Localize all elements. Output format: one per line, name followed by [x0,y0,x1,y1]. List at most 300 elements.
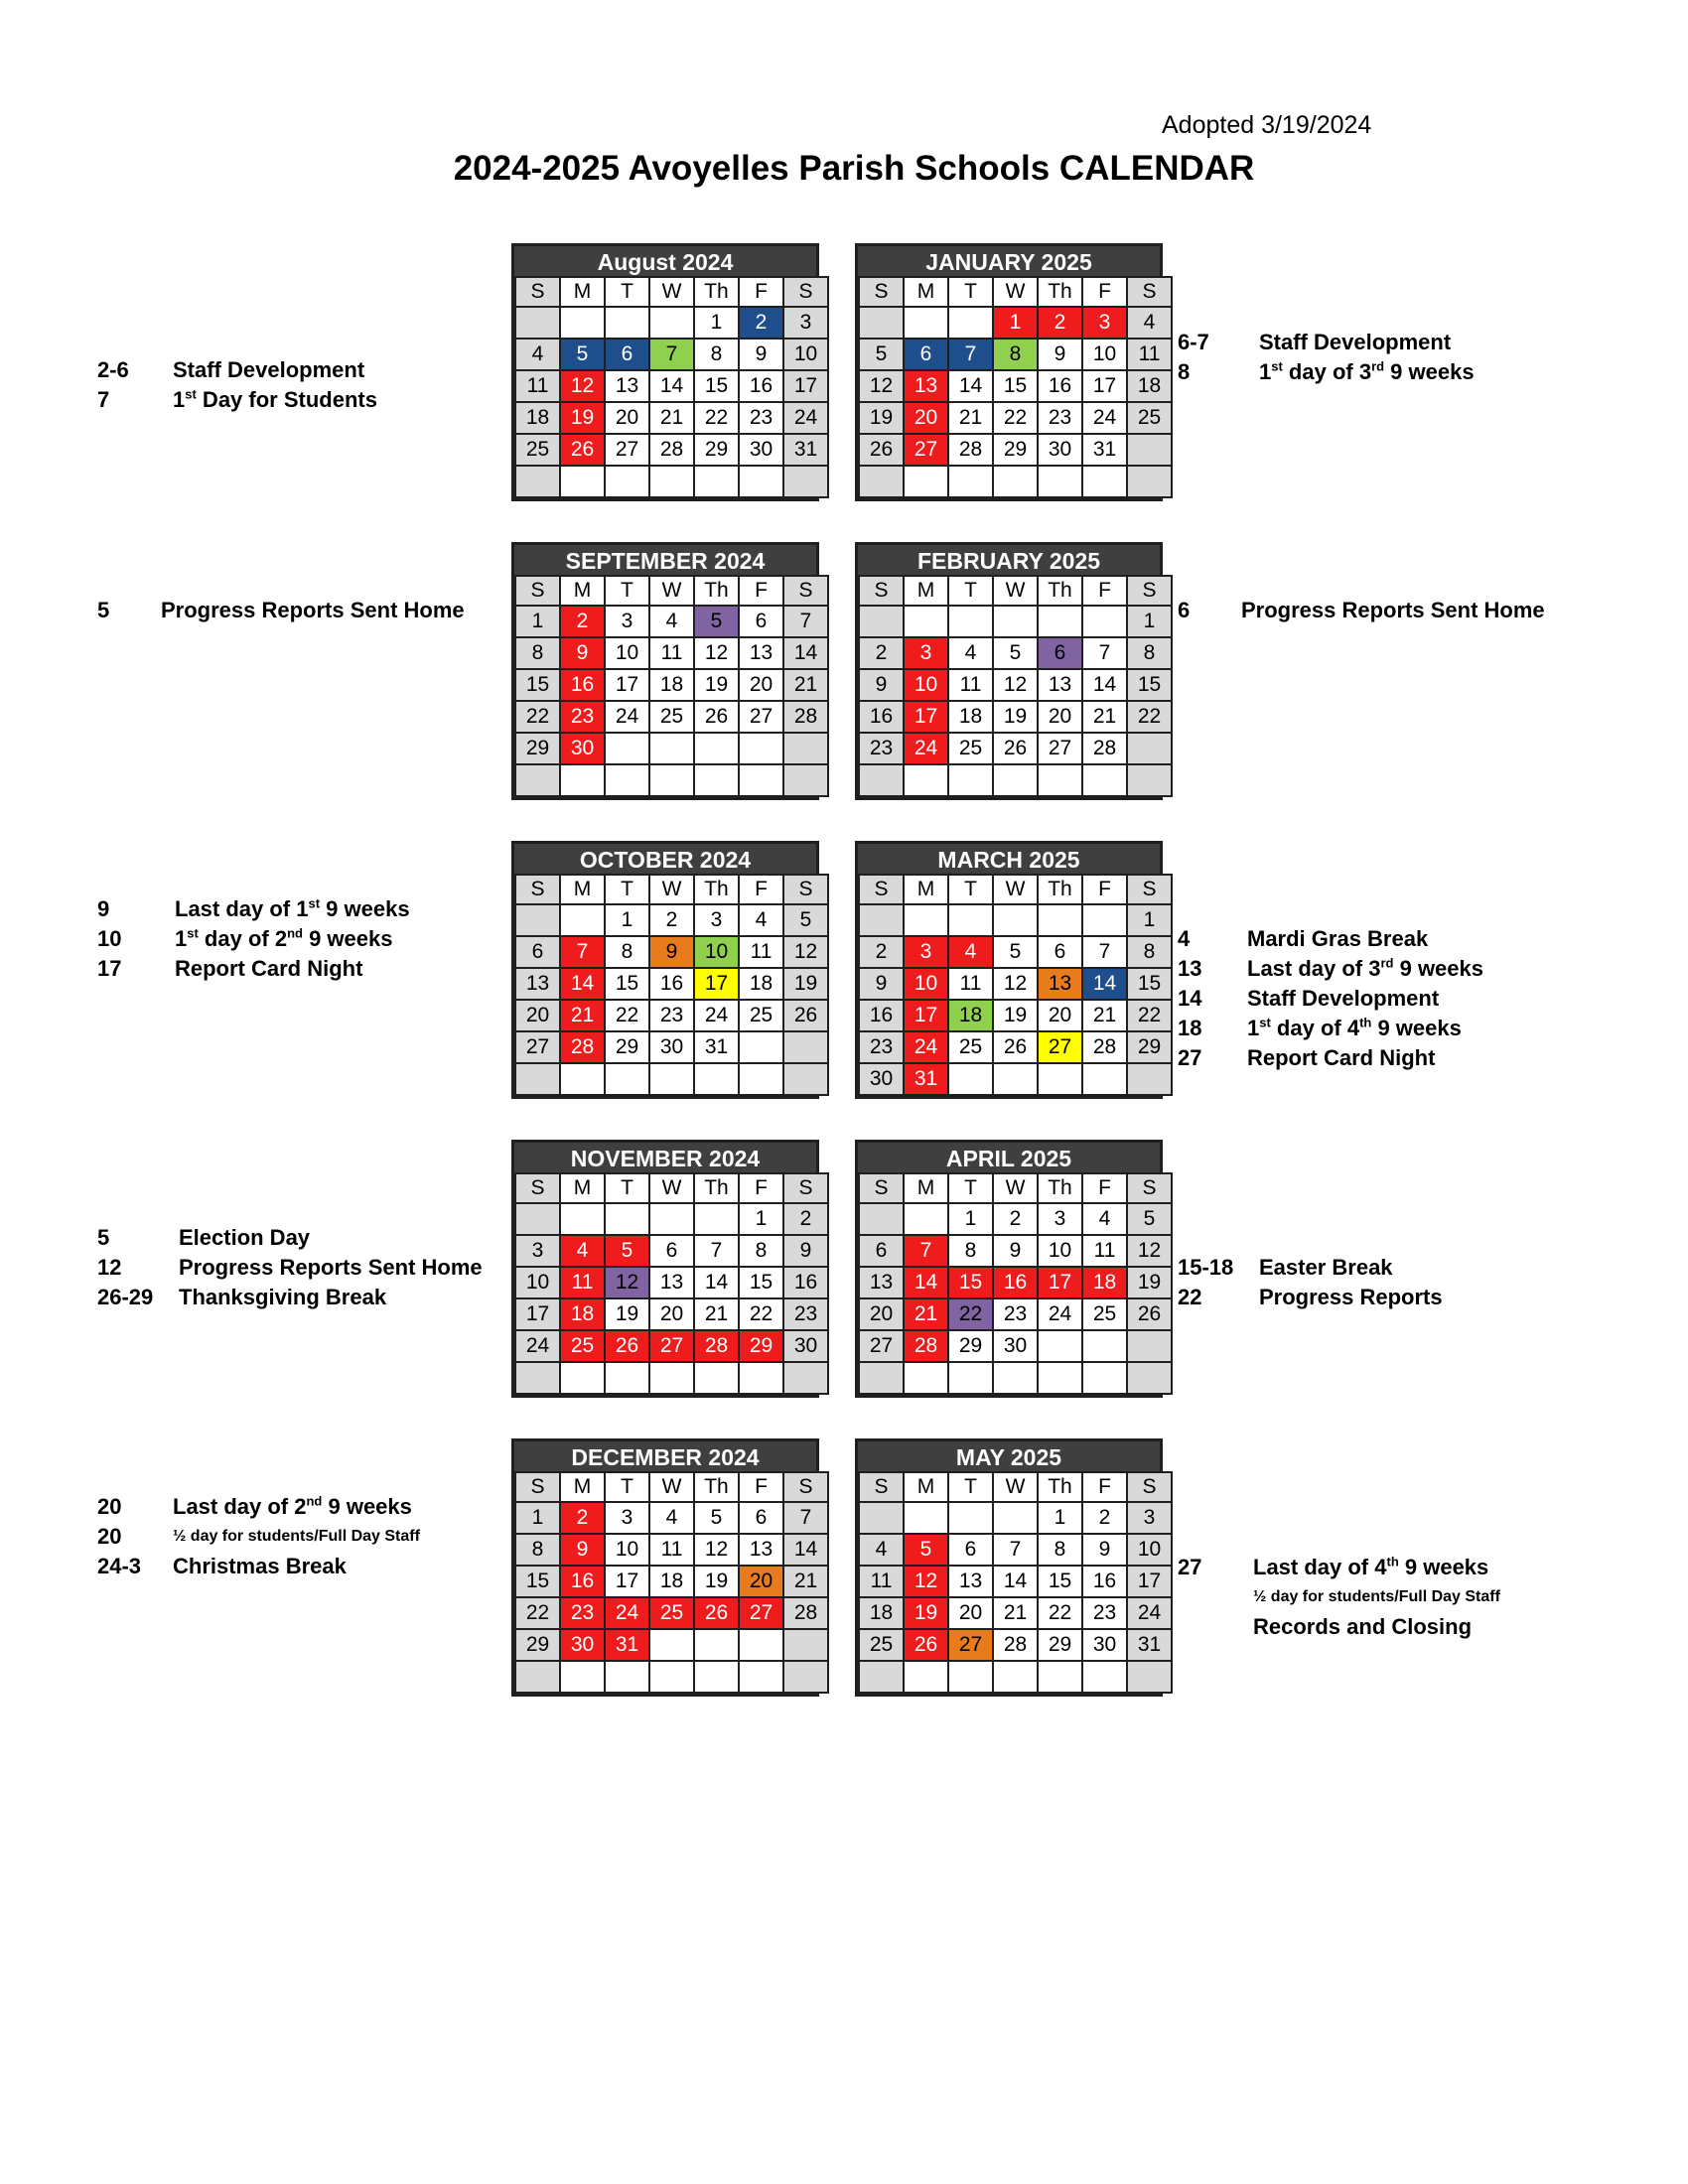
day-cell: 31 [1082,434,1127,466]
day-cell [649,733,694,764]
day-cell: 28 [1082,733,1127,764]
event-text: ½ day for students/Full Day Staff [173,1528,420,1545]
day-cell: 7 [904,1235,948,1267]
day-cell: 5 [783,904,828,936]
day-cell [694,1629,739,1661]
day-cell [904,466,948,497]
day-cell: 4 [948,637,993,669]
event-date: 5 [97,1225,110,1250]
calendar-title: MAY 2025 [858,1441,1160,1471]
event-date: 17 [97,956,122,981]
day-cell [1038,764,1082,796]
day-cell [739,1063,783,1095]
day-cell: 15 [515,1566,560,1597]
event-text: Last day of 4th 9 weeks [1253,1554,1489,1579]
day-cell: 22 [948,1298,993,1330]
day-cell [1127,1063,1172,1095]
day-cell: 3 [1082,307,1127,339]
day-cell: 7 [560,936,605,968]
day-cell [783,1362,828,1394]
day-cell: 15 [1038,1566,1082,1597]
day-cell: 19 [783,968,828,1000]
calendar-oct [511,841,819,1099]
day-cell: 12 [783,936,828,968]
day-cell: 4 [859,1534,904,1566]
event-text: 1st Day for Students [173,386,377,412]
month-grid [858,1471,1173,1694]
day-cell: 21 [783,669,828,701]
day-cell [1082,1661,1127,1693]
day-cell: 18 [948,701,993,733]
day-cell: 1 [605,904,649,936]
weekday-header: S [515,576,560,606]
event-text: Progress Reports Sent Home [179,1255,483,1280]
day-cell: 21 [904,1298,948,1330]
calendar-title: NOVEMBER 2024 [514,1143,816,1172]
weekday-header: Th [694,1472,739,1502]
weekday-header: T [948,1472,993,1502]
day-cell: 13 [904,370,948,402]
day-cell: 21 [783,1566,828,1597]
day-cell: 3 [515,1235,560,1267]
day-cell [515,904,560,936]
day-cell [904,1502,948,1534]
weekday-header: T [948,875,993,904]
day-cell: 31 [783,434,828,466]
day-cell [1082,904,1127,936]
weekday-header: F [739,1472,783,1502]
day-cell: 11 [739,936,783,968]
day-cell: 2 [1038,307,1082,339]
day-cell: 10 [605,637,649,669]
day-cell [605,466,649,497]
day-cell: 3 [1038,1203,1082,1235]
day-cell [605,1362,649,1394]
day-cell: 26 [993,733,1038,764]
day-cell: 14 [1082,968,1127,1000]
day-cell: 23 [1038,402,1082,434]
day-cell [1082,466,1127,497]
event-date: 6 [1178,598,1191,622]
day-cell: 8 [515,637,560,669]
week-row [859,764,1172,796]
day-cell [605,1203,649,1235]
day-cell: 10 [904,968,948,1000]
day-cell: 2 [560,1502,605,1534]
day-cell: 27 [649,1330,694,1362]
day-cell: 5 [560,339,605,370]
day-cell: 24 [605,701,649,733]
day-cell: 16 [739,370,783,402]
day-cell: 24 [515,1330,560,1362]
event-date: 24-3 [97,1554,142,1578]
day-cell [1038,1362,1082,1394]
day-cell: 8 [948,1235,993,1267]
day-cell [739,1031,783,1063]
day-cell: 2 [859,637,904,669]
weekday-header: S [1127,277,1172,307]
day-cell: 22 [993,402,1038,434]
day-cell [1127,1362,1172,1394]
day-cell: 19 [993,701,1038,733]
day-cell [605,733,649,764]
day-cell [694,1362,739,1394]
week-row [515,669,828,701]
week-row [515,968,828,1000]
day-cell [739,1661,783,1693]
day-cell: 9 [993,1235,1038,1267]
day-cell: 2 [783,1203,828,1235]
day-cell: 15 [605,968,649,1000]
day-cell [649,466,694,497]
day-cell: 10 [904,669,948,701]
weekday-header: T [605,1173,649,1203]
weekday-header: S [783,875,828,904]
week-row [515,701,828,733]
calendar-nov [511,1140,819,1398]
day-cell [859,1661,904,1693]
week-row [859,1661,1172,1693]
week-row [859,1597,1172,1629]
day-cell: 15 [515,669,560,701]
day-cell [993,1362,1038,1394]
month-grid [514,575,829,797]
weekday-header: F [739,1173,783,1203]
day-cell: 25 [1082,1298,1127,1330]
event-text: 1st day of 2nd 9 weeks [175,925,393,951]
weekday-header: F [1082,875,1127,904]
day-cell [1082,1362,1127,1394]
weekday-header: S [515,1173,560,1203]
week-row [515,606,828,637]
day-cell: 12 [904,1566,948,1597]
calendar-aug [511,243,819,501]
weekday-header: S [859,576,904,606]
day-cell: 17 [1127,1566,1172,1597]
day-cell [904,1203,948,1235]
event-text: 1st day of 4th 9 weeks [1247,1015,1462,1040]
calendar-feb [855,542,1163,800]
day-cell: 1 [993,307,1038,339]
day-cell [993,1661,1038,1693]
week-row [859,1203,1172,1235]
day-cell [694,1063,739,1095]
week-row [859,701,1172,733]
day-cell: 20 [859,1298,904,1330]
week-row [859,1502,1172,1534]
day-cell: 14 [783,1534,828,1566]
day-cell [560,1063,605,1095]
day-cell: 1 [1127,904,1172,936]
day-cell: 1 [515,606,560,637]
weekday-header: M [904,1472,948,1502]
day-cell: 17 [904,1000,948,1031]
week-row [859,434,1172,466]
day-cell: 12 [694,1534,739,1566]
day-cell: 5 [605,1235,649,1267]
day-cell: 13 [739,1534,783,1566]
week-row [515,1063,828,1095]
day-cell: 13 [1038,669,1082,701]
day-cell: 8 [993,339,1038,370]
day-cell: 7 [649,339,694,370]
month-grid [514,1471,829,1694]
day-cell: 27 [739,701,783,733]
day-cell [560,1362,605,1394]
weekday-header: S [515,277,560,307]
weekday-header: F [1082,1173,1127,1203]
day-cell: 8 [605,936,649,968]
day-cell: 20 [1038,1000,1082,1031]
day-cell [560,1661,605,1693]
day-cell: 31 [1127,1629,1172,1661]
weekday-header: M [560,875,605,904]
day-cell: 21 [993,1597,1038,1629]
day-cell [783,1063,828,1095]
day-cell: 20 [649,1298,694,1330]
day-cell: 19 [1127,1267,1172,1298]
day-cell: 7 [1082,936,1127,968]
week-row [515,402,828,434]
day-cell [948,1502,993,1534]
day-cell: 1 [694,307,739,339]
weekday-header: W [649,277,694,307]
day-cell: 18 [515,402,560,434]
day-cell: 9 [649,936,694,968]
event-date: 9 [97,896,110,921]
day-cell: 6 [739,606,783,637]
day-cell: 21 [1082,701,1127,733]
day-cell [1127,1661,1172,1693]
day-cell [993,1502,1038,1534]
day-cell: 2 [739,307,783,339]
week-row [859,1330,1172,1362]
day-cell: 8 [1127,637,1172,669]
event-date: 15-18 [1178,1255,1234,1280]
event-date: 12 [97,1255,122,1280]
day-cell [783,1661,828,1693]
day-cell: 7 [1082,637,1127,669]
week-row [859,1362,1172,1394]
day-cell: 12 [993,968,1038,1000]
day-cell: 7 [993,1534,1038,1566]
day-cell: 20 [739,669,783,701]
day-cell: 12 [694,637,739,669]
day-cell: 16 [560,1566,605,1597]
day-cell: 26 [904,1629,948,1661]
day-cell: 29 [948,1330,993,1362]
day-cell [1082,1330,1127,1362]
day-cell [694,466,739,497]
week-row [515,307,828,339]
event-text: Last day of 1st 9 weeks [175,895,410,921]
week-row [515,434,828,466]
weekday-header: S [783,277,828,307]
calendar-title: MARCH 2025 [858,844,1160,874]
day-cell [739,1629,783,1661]
day-cell [904,307,948,339]
day-cell [649,1661,694,1693]
day-cell: 13 [1038,968,1082,1000]
weekday-header: M [904,576,948,606]
day-cell: 2 [649,904,694,936]
day-cell: 13 [948,1566,993,1597]
weekday-header: S [783,1472,828,1502]
day-cell: 8 [1127,936,1172,968]
weekday-header: S [859,1173,904,1203]
day-cell: 11 [948,669,993,701]
day-cell: 16 [649,968,694,1000]
week-row [859,1031,1172,1063]
weekday-header: S [515,875,560,904]
day-cell [1127,733,1172,764]
event-date: 10 [97,926,122,951]
calendar-dec [511,1438,819,1697]
day-cell: 1 [1127,606,1172,637]
calendar-mar [855,841,1163,1099]
day-cell [904,606,948,637]
calendar-jan [855,243,1163,501]
day-cell: 14 [993,1566,1038,1597]
day-cell: 24 [1038,1298,1082,1330]
day-cell: 22 [739,1298,783,1330]
day-cell [859,1203,904,1235]
day-cell [948,764,993,796]
day-cell: 12 [993,669,1038,701]
day-cell: 7 [948,339,993,370]
day-cell: 27 [1038,1031,1082,1063]
day-cell: 9 [1038,339,1082,370]
day-cell: 23 [739,402,783,434]
day-cell: 26 [605,1330,649,1362]
week-row [515,339,828,370]
day-cell: 6 [605,339,649,370]
week-row [515,1267,828,1298]
day-cell [904,904,948,936]
week-row [515,1330,828,1362]
weekday-header: W [649,1173,694,1203]
day-cell: 22 [1127,701,1172,733]
week-row [515,1000,828,1031]
weekday-header: T [605,277,649,307]
day-cell: 14 [904,1267,948,1298]
day-cell: 16 [783,1267,828,1298]
day-cell: 10 [515,1267,560,1298]
day-cell: 26 [560,434,605,466]
event-date: 22 [1178,1285,1202,1309]
day-cell: 18 [560,1298,605,1330]
event-text: Thanksgiving Break [179,1285,387,1309]
event-text: ½ day for students/Full Day Staff [1253,1588,1500,1605]
day-cell: 19 [560,402,605,434]
week-row [859,936,1172,968]
day-cell: 14 [783,637,828,669]
day-cell: 25 [739,1000,783,1031]
day-cell: 9 [859,968,904,1000]
week-row [859,402,1172,434]
weekday-header: W [993,1173,1038,1203]
event-date: 20 [97,1524,122,1549]
weekday-header: W [649,1472,694,1502]
week-row [515,466,828,497]
day-cell [993,904,1038,936]
week-row [515,1597,828,1629]
day-cell: 14 [1082,669,1127,701]
day-cell: 13 [739,637,783,669]
weekday-header: Th [1038,1472,1082,1502]
day-cell: 23 [649,1000,694,1031]
day-cell: 5 [993,936,1038,968]
day-cell: 13 [649,1267,694,1298]
day-cell: 21 [560,1000,605,1031]
event-text: 1st day of 3rd 9 weeks [1259,358,1475,384]
day-cell: 11 [649,637,694,669]
calendar-title: APRIL 2025 [858,1143,1160,1172]
day-cell: 2 [1082,1502,1127,1534]
day-cell: 15 [739,1267,783,1298]
week-row [515,1534,828,1566]
weekday-header: W [649,875,694,904]
day-cell [694,1661,739,1693]
day-cell [649,1629,694,1661]
event-text: Report Card Night [1247,1045,1436,1070]
day-cell: 26 [993,1031,1038,1063]
day-cell: 5 [1127,1203,1172,1235]
day-cell: 29 [605,1031,649,1063]
day-cell: 16 [993,1267,1038,1298]
day-cell: 23 [783,1298,828,1330]
day-cell [859,904,904,936]
day-cell: 12 [560,370,605,402]
day-cell: 23 [993,1298,1038,1330]
week-row [859,339,1172,370]
day-cell: 23 [859,733,904,764]
day-cell: 20 [904,402,948,434]
week-row [859,370,1172,402]
day-cell [1127,466,1172,497]
adopted-date: Adopted 3/19/2024 [1162,111,1372,139]
day-cell: 18 [859,1597,904,1629]
day-cell: 11 [1127,339,1172,370]
day-cell: 13 [605,370,649,402]
day-cell: 29 [993,434,1038,466]
day-cell: 10 [605,1534,649,1566]
day-cell [859,466,904,497]
day-cell: 7 [783,606,828,637]
event-text: Staff Development [173,357,365,382]
day-cell [515,764,560,796]
day-cell: 25 [948,733,993,764]
day-cell: 12 [859,370,904,402]
day-cell: 27 [904,434,948,466]
calendar-title: SEPTEMBER 2024 [514,545,816,575]
day-cell: 23 [560,1597,605,1629]
day-cell [649,1063,694,1095]
day-cell [993,466,1038,497]
day-cell: 27 [515,1031,560,1063]
day-cell: 17 [783,370,828,402]
day-cell: 6 [1038,637,1082,669]
week-row [859,1235,1172,1267]
event-text: Easter Break [1259,1255,1393,1280]
calendar-title: JANUARY 2025 [858,246,1160,276]
day-cell: 4 [515,339,560,370]
day-cell: 26 [694,1597,739,1629]
day-cell: 17 [605,1566,649,1597]
day-cell: 24 [783,402,828,434]
day-cell: 2 [993,1203,1038,1235]
day-cell [694,764,739,796]
